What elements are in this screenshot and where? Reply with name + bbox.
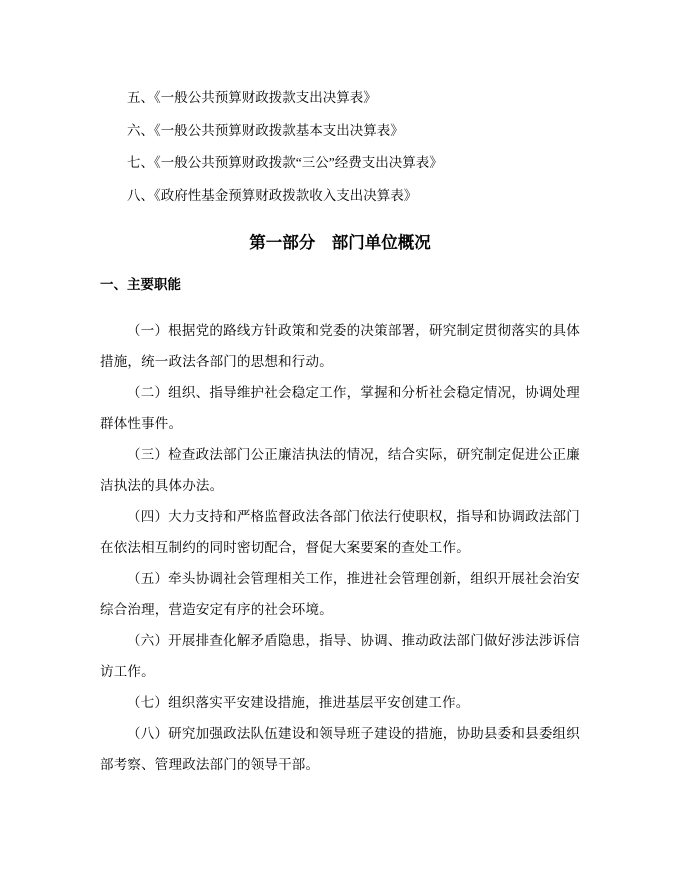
annex-table-list <box>100 82 580 212</box>
list-item: 七、《一般公共预算财政拨款“三公”经费支出决算表》 <box>127 155 443 170</box>
list-item: 六、《一般公共预算财政拨款基本支出决算表》 <box>127 122 404 138</box>
paragraph: （二）组织、指导维护社会稳定工作，掌握和分析社会稳定情况，协调处理群体性事件。 <box>100 385 580 431</box>
paragraph: （三）检查政法部门公正廉洁执法的情况，结合实际，研究制定促进公正廉洁执法的具体办法。 <box>100 447 580 493</box>
paragraph: （一）根据党的路线方针政策和党委的决策部署，研究制定贯彻落实的具体措施，统一政法各部门的思想和行动。 <box>100 323 580 369</box>
subsection-title: 一、主要职能 <box>100 277 181 292</box>
paragraph: （八）研究加强政法队伍建设和领导班子建设的措施，协助县委和县委组织部考察、管理政法部门的领导干部。 <box>100 726 580 772</box>
paragraph: （六）开展排查化解矛盾隐患，指导、协调、推动政法部门做好涉法涉诉信访工作。 <box>100 633 580 679</box>
paragraph: （七）组织落实平安建设措施，推进基层平安创建工作。 <box>127 695 470 710</box>
paragraph: （四）大力支持和严格监督政法各部门依法行使职权，指导和协调政法部门在依法相互制约的同时密切配合，督促大案要案的查处工作。 <box>100 509 580 555</box>
paragraph: （五）牵头协调社会管理相关工作，推进社会管理创新，组织开展社会治安综合治理，营造安定有序的社会环境。 <box>100 571 580 617</box>
body-paragraphs <box>100 315 580 780</box>
list-item: 八、《政府性基金预算财政拨款收入支出决算表》 <box>127 187 418 203</box>
list-item: 五、《一般公共预算财政拨款支出决算表》 <box>127 90 377 105</box>
section-title: 第一部分 部门单位概况 <box>249 233 431 252</box>
